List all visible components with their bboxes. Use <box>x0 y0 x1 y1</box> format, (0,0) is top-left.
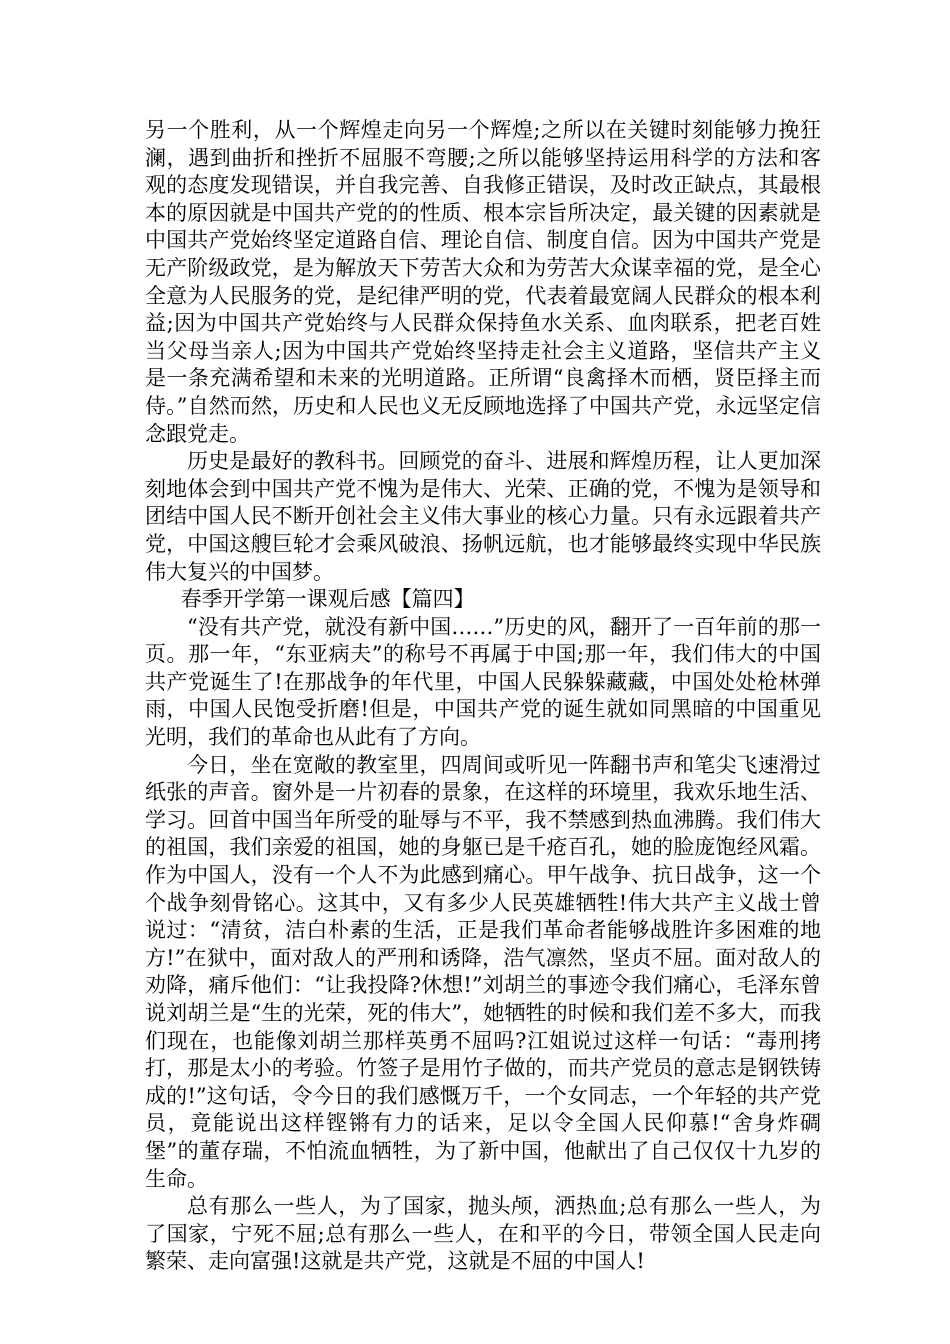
section-heading: 春季开学第一课观后感【篇四】 <box>180 587 475 612</box>
paragraph-history: 历史是最好的教科书。回顾党的奋斗、进展和辉煌历程，让人更加深刻地体会到中国共产党不愧为是伟大、光荣、正确的党，不愧为是领导和团结中国人民不断开创社会主义伟大事业的核心力量。只有永远跟着共产党，中国这艘巨轮才会乘风破浪、扬帆远航，也才能够最终实现中华民族伟大复兴的中国梦。 <box>145 449 821 584</box>
paragraph-classroom: 今日，坐在宽敞的教室里，四周间或听见一阵翻书声和笔尖飞速滑过纸张的声音。窗外是一片初春的景象，在这样的环境里，我欢乐地生活、学习。回首中国当年所受的耻辱与不平，我不禁感到热血沸腾。我们伟大的祖国，我们亲爱的祖国，她的身躯已是千疮百孔，她的脸庞饱经风霜。作为中国人，没有一个人不为此感到痛心。甲午战争、抗日战争，这一个个战争刻骨铭心。这其中，又有多少人民英雄牺牲!伟大共产主义战士曾说过：“清贫，洁白朴素的生活，正是我们革命者能够战胜许多困难的地方!”在狱中，面对敌人的严刑和诱降，浩气凛然，坚贞不屈。面对敌人的劝降，痛斥他们：“让我投降?休想!”刘胡兰的事迹令我们痛心，毛泽东曾说刘胡兰是“生的光荣，死的伟大”，她牺牲的时候和我们差不多大，而我们现在，也能像刘胡兰那样英勇不屈吗?江姐说过这样一句话：“毒刑拷打，那是太小的考验。竹签子是用竹子做的，而共产党员的意志是钢铁铸成的!”这句话，令今日的我们感慨万千，一个女同志，一个年轻的共产党员，竟能说出这样铿锵有力的话来，足以令全国人民仰慕!“舍身炸碉堡”的董存瑞，不怕流血牺牲，为了新中国，他献出了自己仅仅十九岁的生命。 <box>145 752 821 1191</box>
paragraph-founding: “没有共产党，就没有新中国……”历史的风，翻开了一百年前的那一页。那一年，“东亚病夫”的称号不再属于中国;那一年，我们伟大的中国共产党诞生了!在那战争的年代里，中国人民躲躲藏藏，中国处处枪林弹雨，中国人民饱受折磨!但是，中国共产党的诞生就如同黑暗的中国重见光明，我们的革命也从此有了方向。 <box>145 614 821 750</box>
paragraph-continuation: 另一个胜利，从一个辉煌走向另一个辉煌;之所以在关键时刻能够力挽狂澜，遇到曲折和挫折不屈服不弯腰;之所以能够坚持运用科学的方法和客观的态度发现错误，并自我完善、自我修正错误，及时改正缺点，其最根本的原因就是中国共产党的的性质、根本宗旨所决定，最关键的因素就是中国共产党始终坚定道路自信、理论自信、制度自信。因为中国共产党是无产阶级政党，是为解放天下劳苦大众和为劳苦大众谋幸福的党，是全心全意为人民服务的党，是纪律严明的党，代表着最宽阔人民群众的根本利益;因为中国共产党始终与人民群众保持鱼水关系、血肉联系，把老百姓当父母当亲人;因为中国共产党始终坚持走社会主义道路，坚信共产主义是一条充满希望和未来的光明道路。正所谓“良禽择木而栖，贤臣择主而侍。”自然而然，历史和人民也义无反顾地选择了中国共产党，永远坚定信念跟党走。 <box>145 118 821 446</box>
document-body <box>145 117 821 1276</box>
paragraph-closing: 总有那么一些人，为了国家，抛头颅，洒热血;总有那么一些人，为了国家，宁死不屈;总有那么一些人，在和平的今日，带领全国人民走向繁荣、走向富强!这就是共产党，这就是不屈的中国人! <box>145 1194 821 1274</box>
